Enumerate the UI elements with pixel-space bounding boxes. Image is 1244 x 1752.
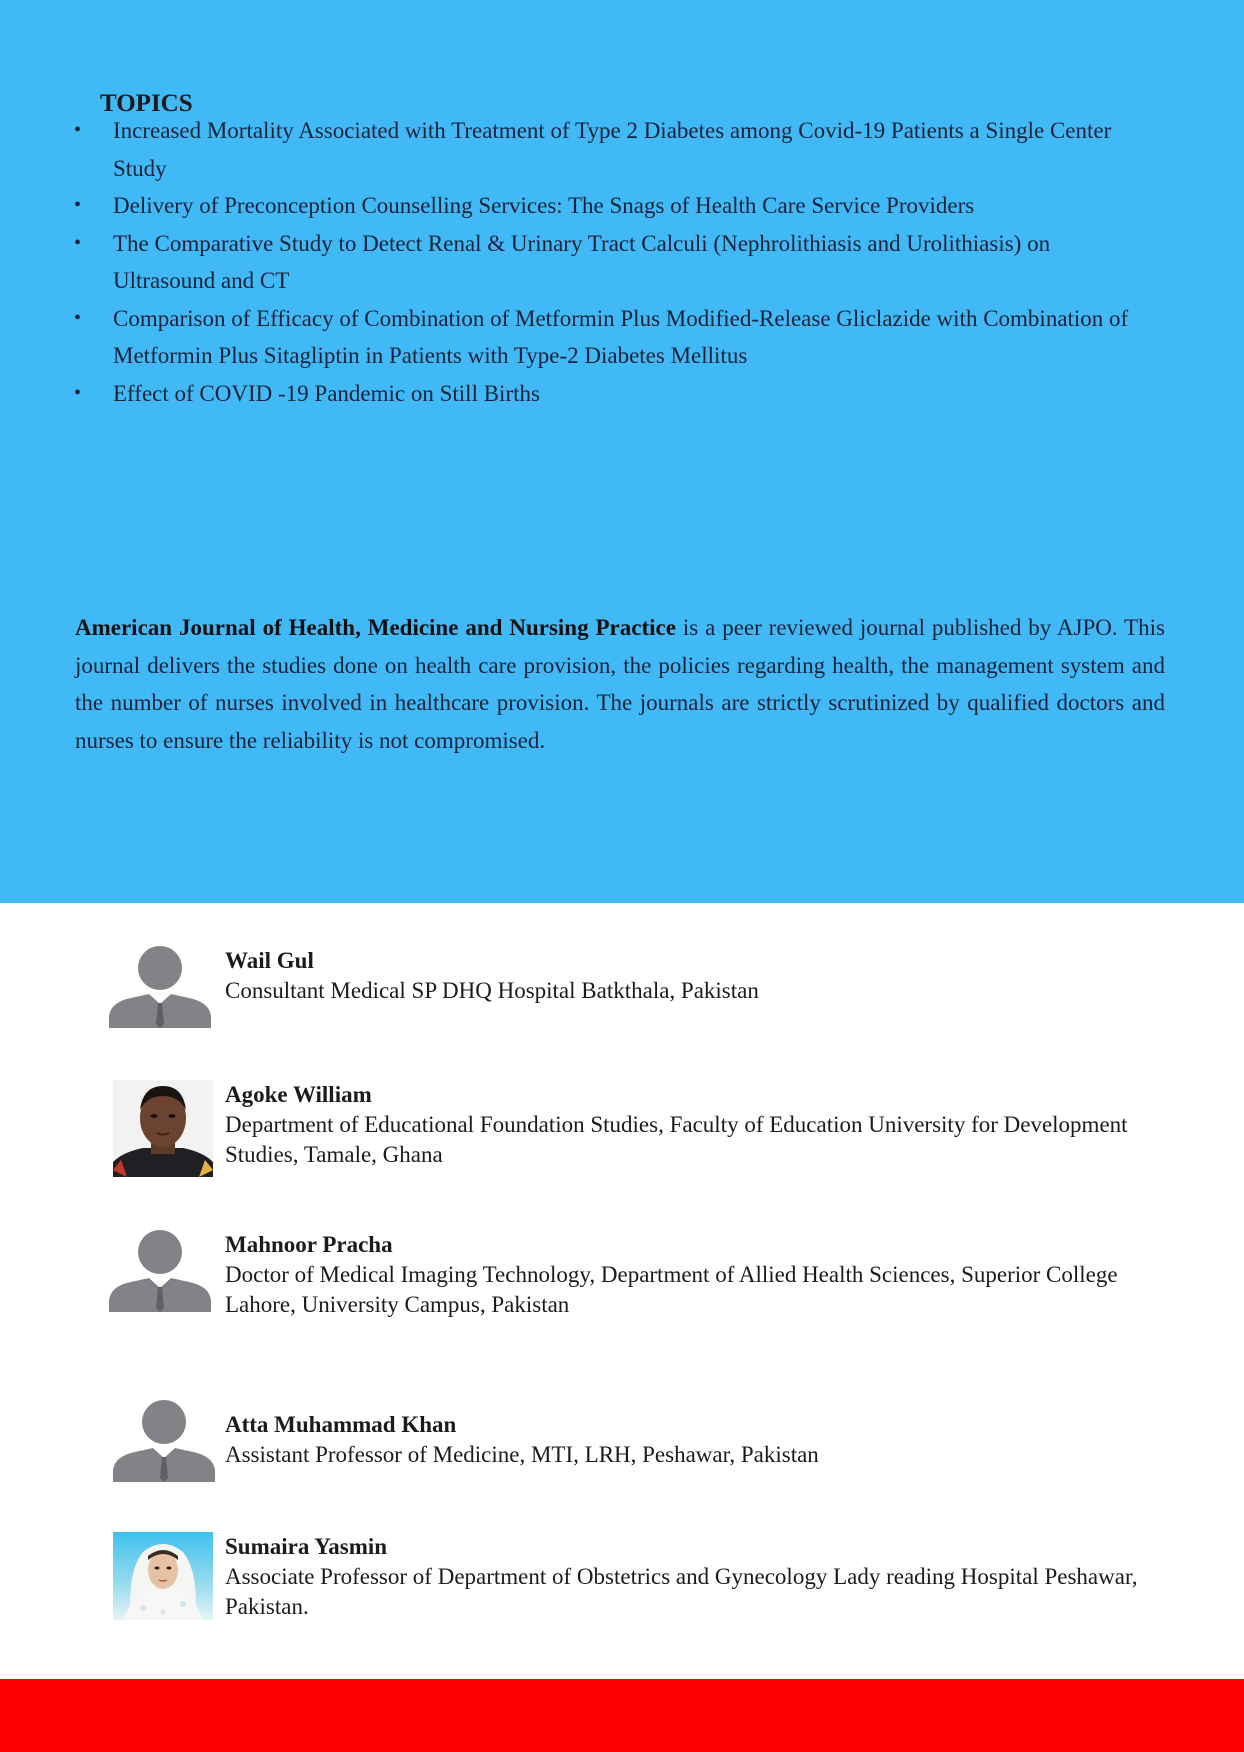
author-name: Wail Gul [225,948,314,973]
author-affiliation: Associate Professor of Department of Obstetrics and Gynecology Lady reading Hospital Peshawar, Pakistan. [225,1564,1138,1619]
author-photo [113,1080,213,1177]
person-silhouette-icon [109,946,211,1028]
topics-heading: TOPICS [100,90,193,117]
author-entry [109,1080,1129,1177]
topic-item: • The Comparative Study to Detect Renal & Urinary Tract Calculi (Nephrolithiasis and Urolithiasis) on Ultrasound and CT [74,225,1134,300]
author-affiliation: Consultant Medical SP DHQ Hospital Batkthala, Pakistan [225,978,759,1003]
author-photo [113,1532,213,1620]
topic-item: • Delivery of Preconception Counselling Services: The Snags of Health Care Service Providers [74,187,1134,225]
author-name: Mahnoor Pracha [225,1232,393,1257]
topic-item: • Increased Mortality Associated with Treatment of Type 2 Diabetes among Covid-19 Patients a Single Center Study [74,112,1134,187]
topics-list [74,112,1134,412]
author-text [225,1080,1145,1170]
author-name: Sumaira Yasmin [225,1534,388,1559]
topic-item: • Effect of COVID -19 Pandemic on Still Births [74,375,1134,413]
footer-band [0,1679,1244,1752]
author-text [225,946,1145,1006]
author-name: Agoke William [225,1082,372,1107]
author-text [225,1230,1145,1320]
person-silhouette-icon [113,1400,215,1482]
person-silhouette-icon [109,1230,211,1312]
topic-item: • Comparison of Efficacy of Combination of Metformin Plus Modified-Release Gliclazide with Combination of Metformin Plus Sitagliptin in Patients with Type-2 Diabetes Mellitus [74,300,1134,375]
journal-name: American Journal of Health, Medicine and Nursing Practice [75,615,676,640]
author-affiliation: Doctor of Medical Imaging Technology, Department of Allied Health Sciences, Superior College Lahore, University Campus, Pakistan [225,1262,1118,1317]
journal-description [75,609,1165,759]
author-affiliation: Assistant Professor of Medicine, MTI, LRH, Peshawar, Pakistan [225,1442,819,1467]
journal-description-text: is a peer reviewed journal published by AJPO. This journal delivers the studies done on health care provision, the policies regarding health, the management system and the number of nurses involved in healthcare provision. The journals are strictly scrutinized by qualified doctors and nurses to ensure the reliability is not compromised. [75,615,1166,753]
author-text [225,1410,1145,1470]
author-name: Atta Muhammad Khan [225,1412,457,1437]
author-entry [109,1532,1138,1620]
author-affiliation: Department of Educational Foundation Studies, Faculty of Education University for Development Studies, Tamale, Ghana [225,1112,1128,1167]
author-text [225,1532,1145,1622]
